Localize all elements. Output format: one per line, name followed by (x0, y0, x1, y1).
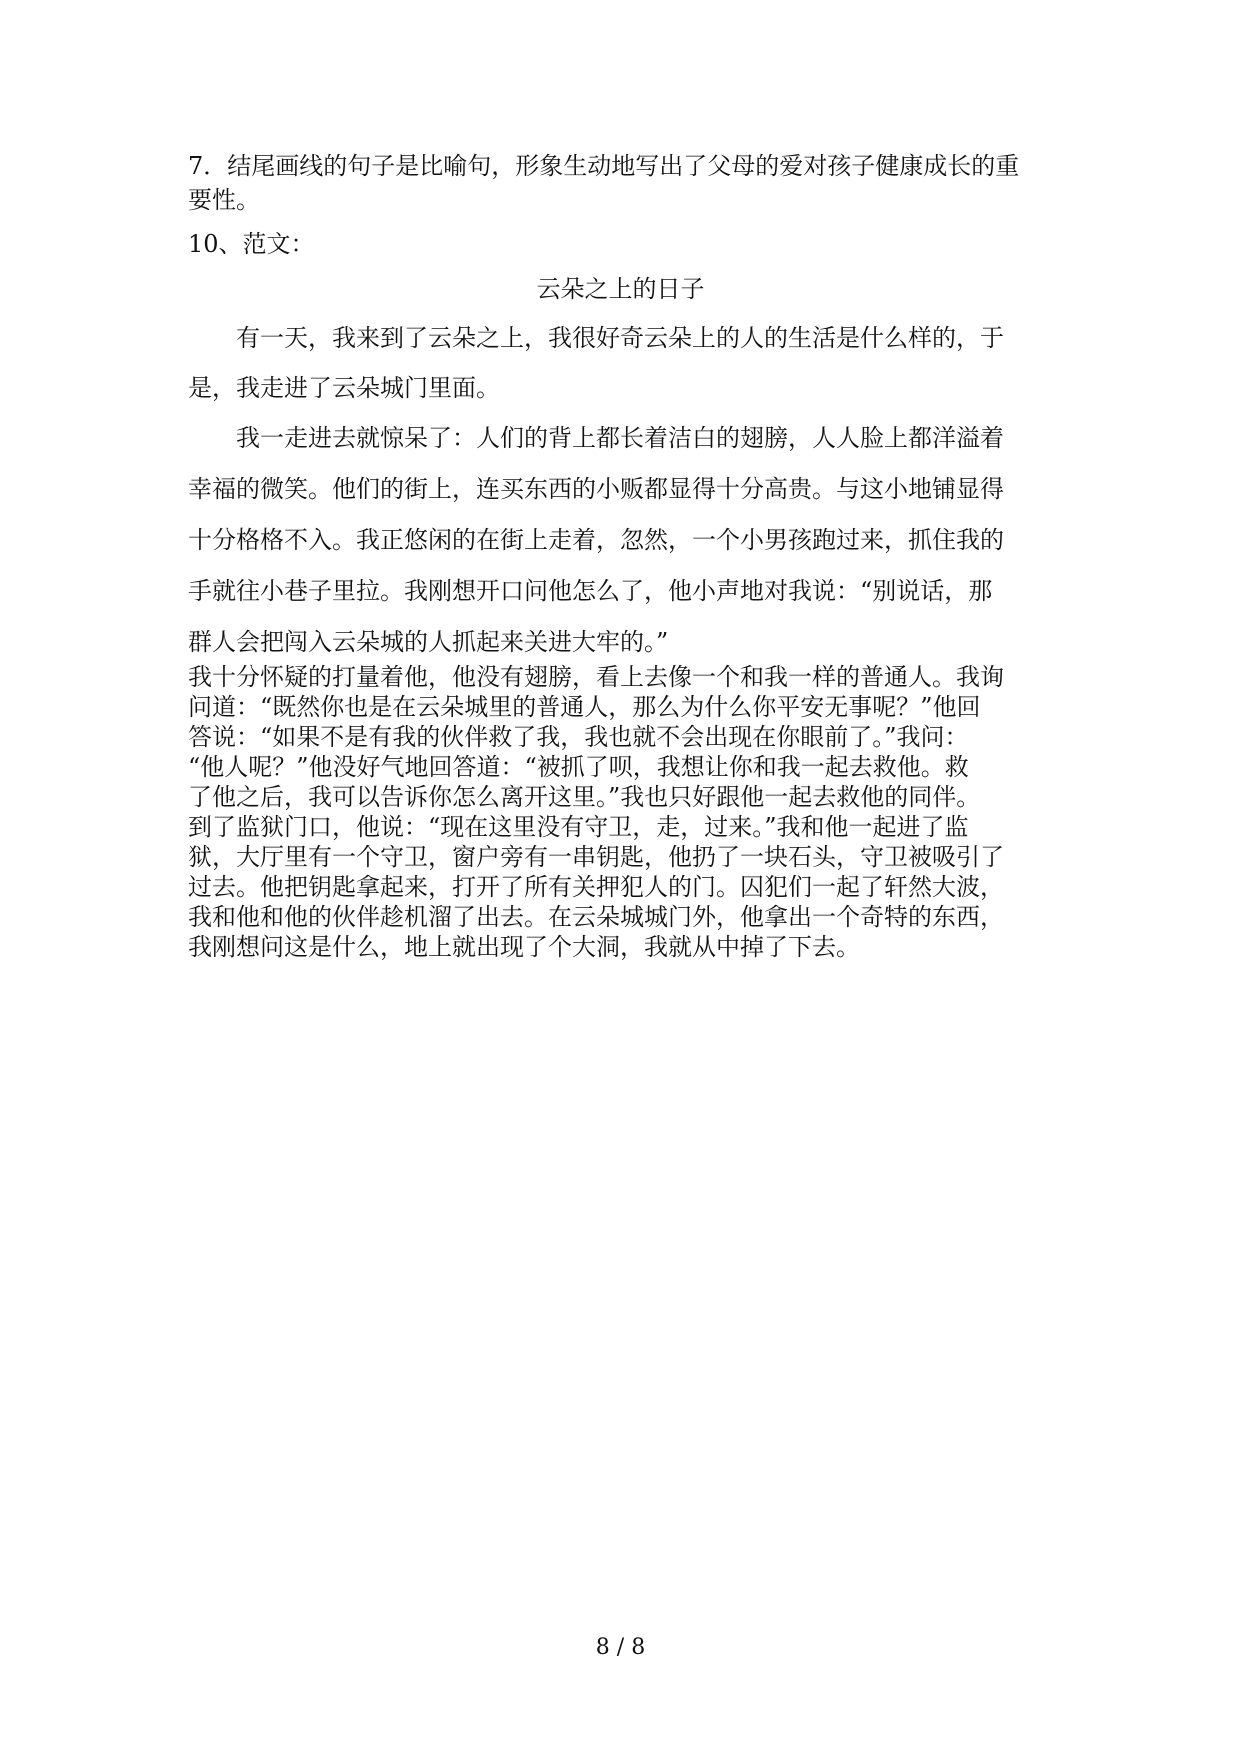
essay-p3-line-2: 问道：“既然你也是在云朵城里的普通人，那么为什么你平安无事呢？”他回 (188, 693, 981, 721)
essay-p1-line-1: 有一天，我来到了云朵之上，我很好奇云朵上的人的生活是什么样的，于 (236, 324, 1004, 352)
essay-p2-line-4: 手就往小巷子里拉。我刚想开口问他怎么了，他小声地对我说：“别说话，那 (188, 577, 993, 605)
answer-7-line-1: 7．结尾画线的句子是比喻句，形象生动地写出了父母的爱对孩子健康成长的重 (188, 152, 1020, 180)
essay-p3-line-7: 狱，大厅里有一个守卫，窗户旁有一串钥匙，他扔了一块石头，守卫被吸引了 (188, 843, 1004, 871)
answer-10-heading: 10、范文： (188, 230, 315, 258)
essay-p3-line-1: 我十分怀疑的打量着他，他没有翅膀，看上去像一个和我一样的普通人。我询 (188, 663, 1004, 691)
essay-p2-line-1: 我一走进去就惊呆了：人们的背上都长着洁白的翅膀，人人脸上都洋溢着 (236, 424, 1004, 452)
essay-p3-line-3: 答说：“如果不是有我的伙伴救了我，我也就不会出现在你眼前了。”我问： (188, 723, 969, 751)
essay-p2-line-2: 幸福的微笑。他们的街上，连买东西的小贩都显得十分高贵。与这小地铺显得 (188, 475, 1004, 503)
essay-p2-line-5: 群人会把闯入云朵城的人抓起来关进大牢的。” (188, 628, 669, 656)
essay-title: 云朵之上的日子 (536, 275, 705, 303)
essay-p3-line-6: 到了监狱门口，他说：“现在这里没有守卫，走，过来。”我和他一起进了监 (188, 813, 969, 841)
essay-p2-line-3: 十分格格不入。我正悠闲的在街上走着，忽然，一个小男孩跑过来，抓住我的 (188, 526, 1004, 554)
answer-7-line-2: 要性。 (188, 186, 260, 214)
essay-p3-line-9: 我和他和他的伙伴趁机溜了出去。在云朵城城门外，他拿出一个奇特的东西， (188, 903, 1004, 931)
essay-p3-line-10: 我刚想问这是什么，地上就出现了个大洞，我就从中掉了下去。 (188, 933, 860, 961)
essay-p3-line-8: 过去。他把钥匙拿起来，打开了所有关押犯人的门。囚犯们一起了轩然大波， (188, 873, 1004, 901)
essay-p3-line-4: “他人呢？”他没好气地回答道：“被抓了呗，我想让你和我一起去救他。救 (188, 753, 969, 781)
essay-p1-line-2: 是，我走进了云朵城门里面。 (188, 374, 500, 402)
essay-p3-line-5: 了他之后，我可以告诉你怎么离开这里。”我也只好跟他一起去救他的同伴。 (188, 783, 981, 811)
page-number: 8 / 8 (595, 1635, 646, 1660)
